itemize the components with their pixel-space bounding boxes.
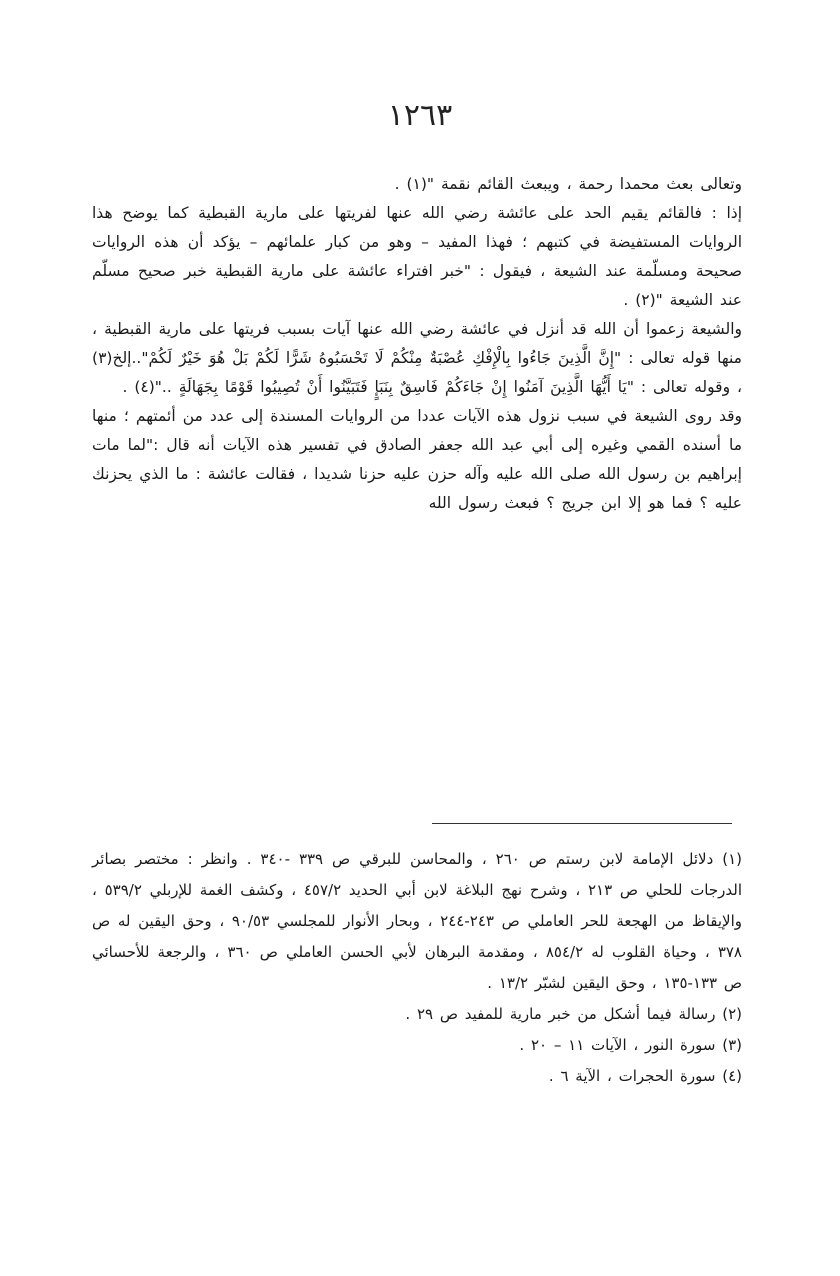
- paragraph: وتعالى بعث محمدا رحمة ، ويبعث القائم نقمة "(١) .: [394, 175, 742, 193]
- footnotes: [92, 844, 742, 1092]
- paragraph: وقد روى الشيعة في سبب نزول هذه الآيات عددا من الروايات المسندة إلى عدد من أئمتهم ؛ منها ما أسنده القمي وغيره إلى أبي عبد الله جعفر الصادق في تفسير هذه الآيات أنه قال :"لما مات إبراهيم بن رسول الله صلى الله عليه وآله حزن عليه حزنا شديدا ، فقالت عائشة : ما الذي يحزنك عليه ؟ فما هو إلا ابن جريج ؟ فبعث رسول الله: [92, 407, 742, 512]
- footnote: (١) دلائل الإمامة لابن رستم ص ٢٦٠ ، والمحاسن للبرقي ص ٣٣٩ -٣٤٠ . وانظر : مختصر بصائر الدرجات للحلي ص ٢١٣ ، وشرح نهج البلاغة لابن أبي الحديد ٤٥٧/٢ ، وكشف الغمة للإربلي ٥٣٩/٢ ، والإيقاظ من الهجعة للحر العاملي ص ٢٤٣-٢٤٤ ، وبحار الأنوار للمجلسي ٩٠/٥٣ ، وحق اليقين له ص ٣٧٨ ، وحياة القلوب له ٨٥٤/٢ ، ومقدمة البرهان لأبي الحسن العاملي ص ٣٦٠ ، والرجعة للأحسائي ص ١٣٣-١٣٥ ، وحق اليقين لشبّر ١٣/٢ .: [92, 850, 743, 992]
- body-text: [92, 170, 742, 518]
- page-number: ١٢٦٣: [387, 98, 453, 133]
- footnote-separator: [432, 823, 732, 824]
- footnote: (٢) رسالة فيما أشكل من خبر مارية للمفيد ص ٢٩ .: [405, 1005, 742, 1023]
- paragraph: والشيعة زعموا أن الله قد أنزل في عائشة رضي الله عنها آيات بسبب فريتها على مارية القبطية ، منها قوله تعالى : "إِنَّ الَّذِينَ جَاءُوا بِالْإِفْكِ عُصْبَةٌ مِنْكُمْ لَا تَحْسَبُوهُ شَرًّا لَكُمْ بَلْ هُوَ خَيْرٌ لَكُمْ"..إلخ(٣) ، وقوله تعالى : "يَا أَيُّهَا الَّذِينَ آمَنُوا إِنْ جَاءَكُمْ فَاسِقٌ بِنَبَإٍ فَتَبَيَّنُوا أَنْ تُصِيبُوا قَوْمًا بِجَهَالَةٍ .."(٤) .: [92, 320, 742, 396]
- footnote: (٤) سورة الحجرات ، الآية ٦ .: [548, 1067, 742, 1085]
- paragraph: إذا : فالقائم يقيم الحد على عائشة رضي الله عنها لفريتها على مارية القبطية كما يوضح هذا الروايات المستفيضة في كتبهم ؛ فهذا المفيد – وهو من كبار علمائهم – يؤكد أن هذه الروايات صحيحة ومسلّمة عند الشيعة ، فيقول : "خبر افتراء عائشة على مارية القبطية خبر صحيح مسلّم عند الشيعة "(٢) .: [92, 204, 742, 309]
- footnote: (٣) سورة النور ، الآيات ١١ – ٢٠ .: [519, 1036, 742, 1054]
